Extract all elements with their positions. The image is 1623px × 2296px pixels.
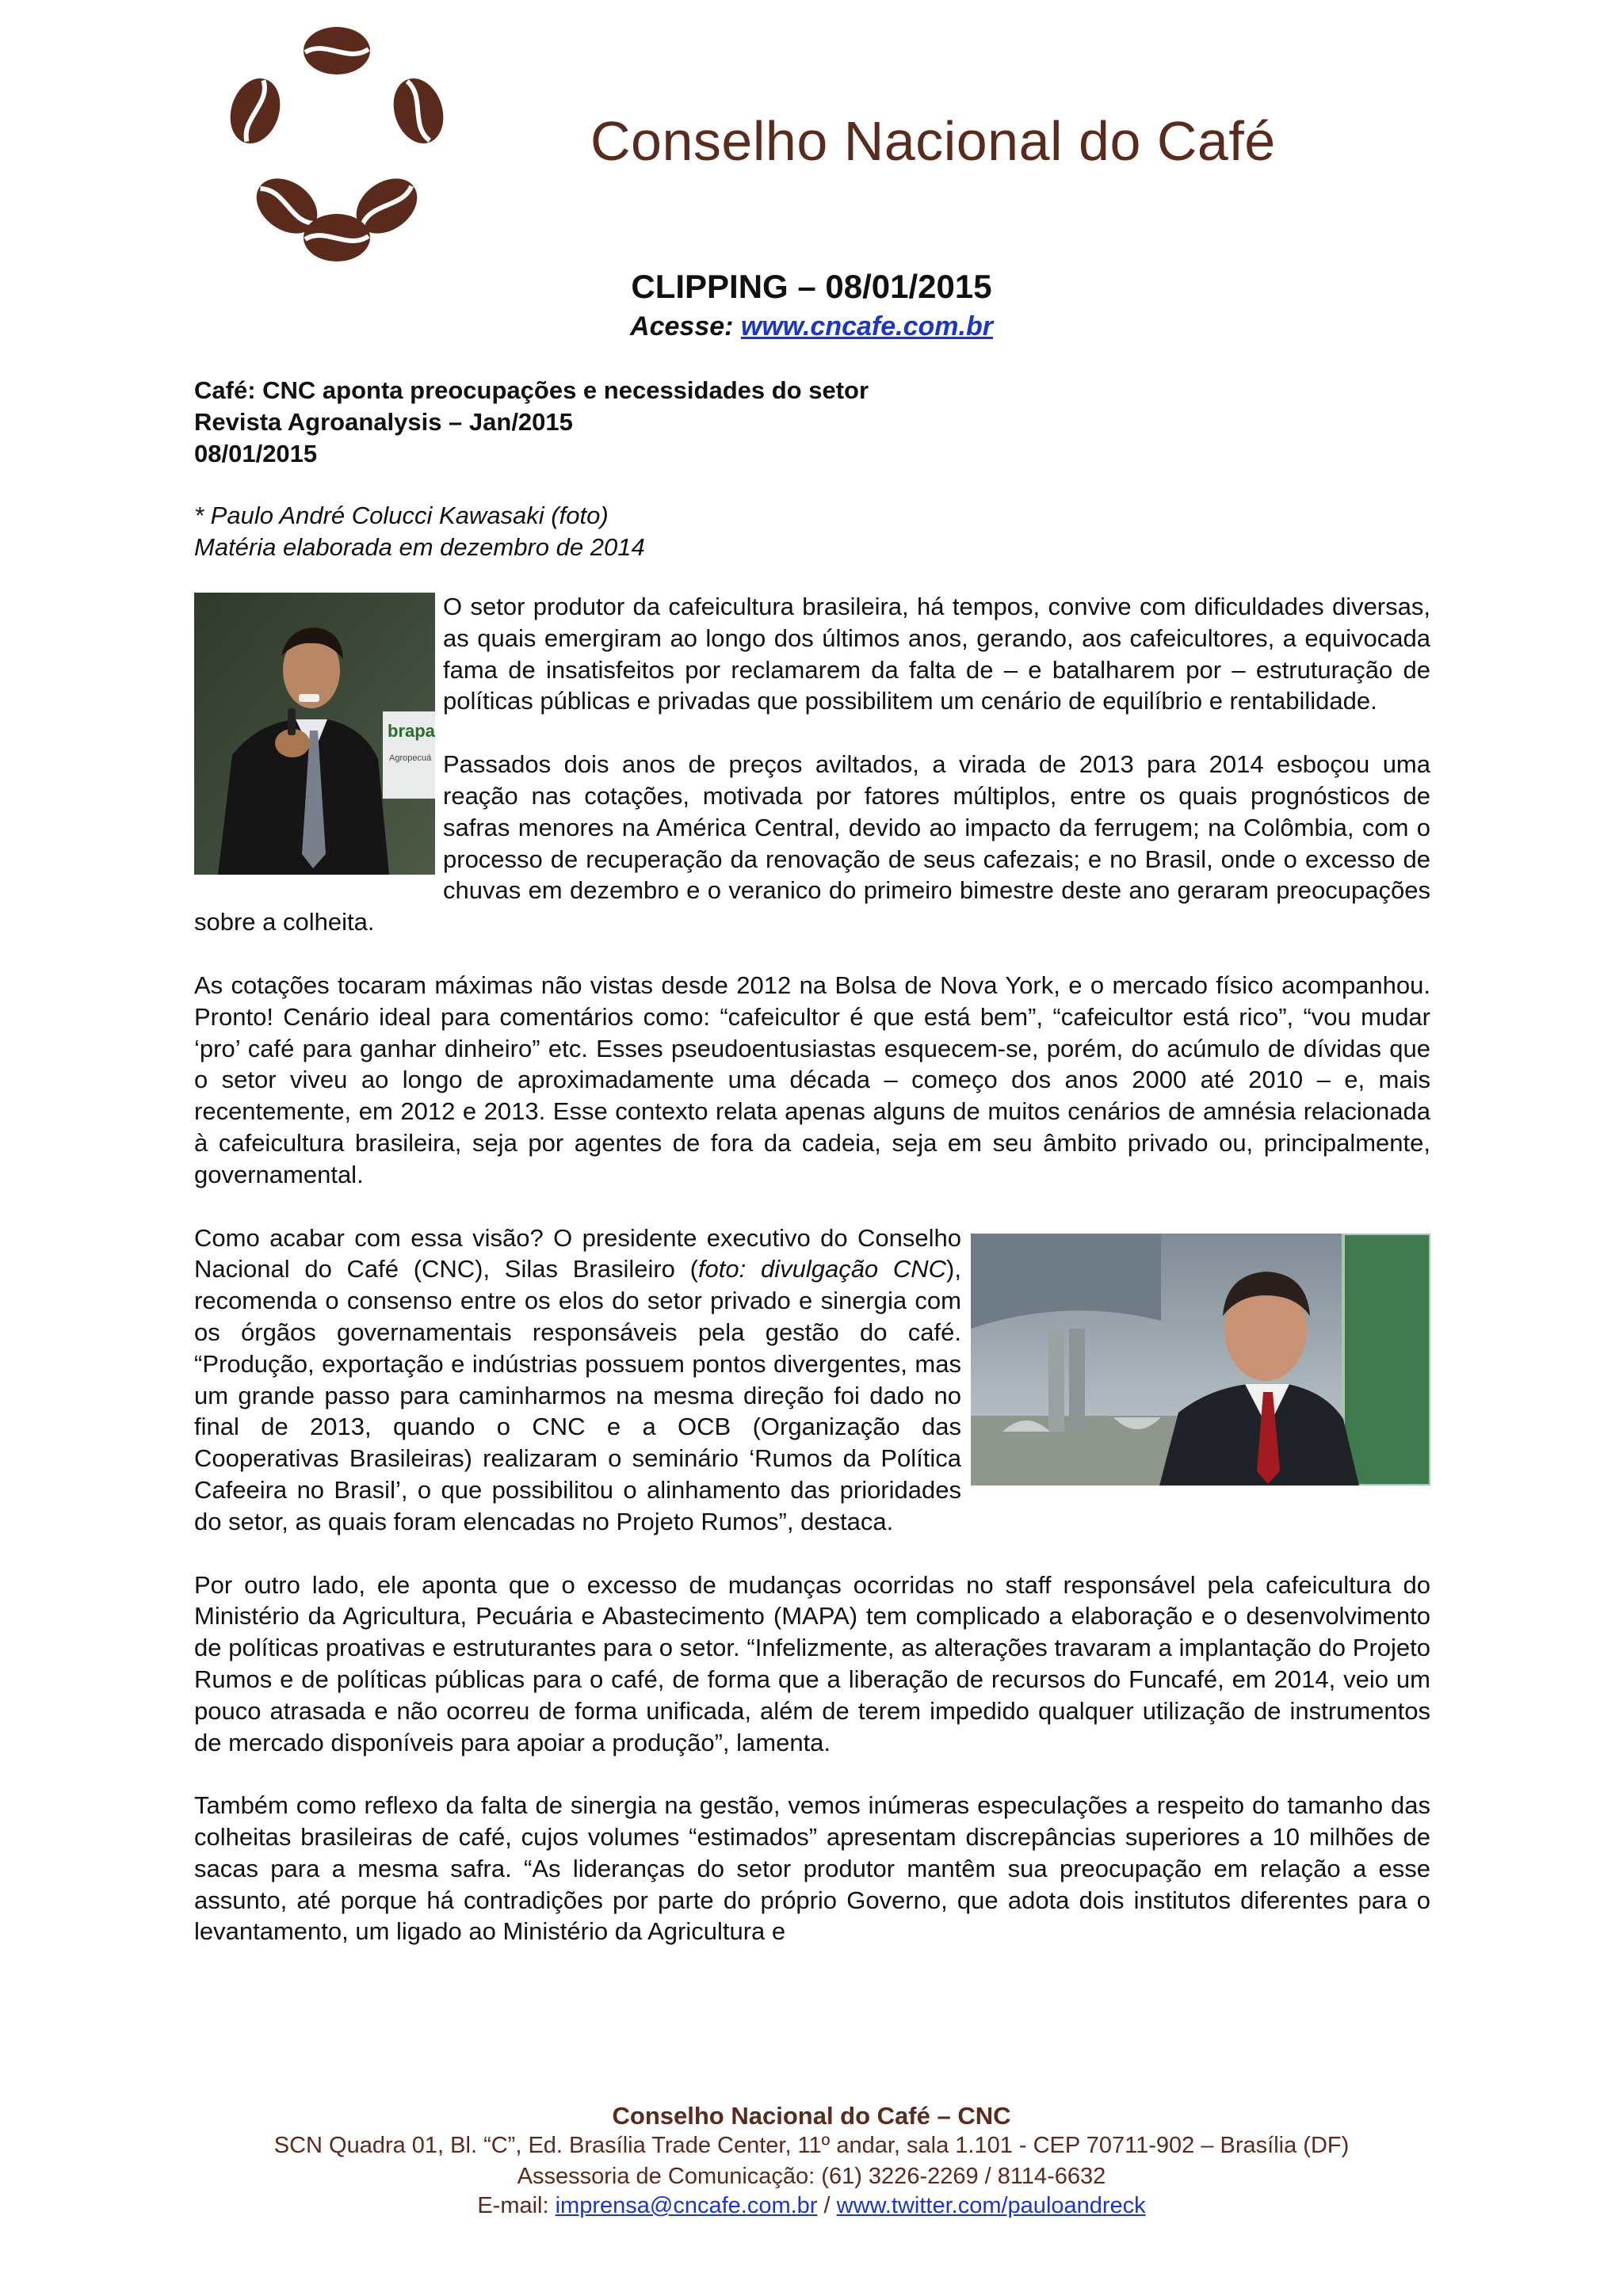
silas-brasileiro-photo bbox=[971, 1234, 1430, 1486]
twitter-link[interactable]: www.twitter.com/pauloandreck bbox=[836, 2193, 1146, 2218]
site-link[interactable]: www.cncafe.com.br bbox=[740, 311, 993, 341]
footer-contacts bbox=[0, 2193, 1623, 2219]
email-label: E-mail: bbox=[477, 2193, 556, 2218]
acesse-line bbox=[0, 311, 1623, 342]
paragraph-3: As cotações tocaram máximas não vistas desde 2012 na Bolsa de Nova York, e o mercado físico acompanhou. Pronto! Cenário ideal para comentários como: “cafeicultor é que está bem”, “cafeicultor está rico”, “vou mudar ‘pro’ café para ganhar dinheiro” etc. Esses pseudoentusiastas esquecem-se, porém, do acúmulo de dívidas que o setor viveu ao longo de aproximadamente uma década – começo dos anos 2000 até 2010 – e, mais recentemente, em 2012 e 2013. Esse contexto relata apenas alguns de muitos cenários de amnésia relacionada à cafeicultura brasileira, seja por agentes de fora da cadeia, seja em seu âmbito privado ou, principalmente, governamental. bbox=[194, 971, 1430, 1188]
article-source: Revista Agroanalysis – Jan/2015 bbox=[194, 408, 573, 436]
paragraph-6: Também como reflexo da falta de sinergia na gestão, vemos inúmeras especulações a respeito do tamanho das colheitas brasileiras de café, cujos volumes “estimados” apresentam discrepâncias superiores a 10 milhões de sacas para a mesma safra. “As lideranças do setor produtor mantêm sua preocupação em relação a esse assunto, até porque há contradições por parte do próprio Governo, que adota dois institutos diferentes para o levantamento, um ligado ao Ministério da Agricultura e bbox=[194, 1791, 1430, 1946]
article-author: * Paulo André Colucci Kawasaki (foto) bbox=[194, 502, 609, 529]
org-title: Conselho Nacional do Café bbox=[590, 110, 1276, 172]
paragraph-4-intro: Como acabar com essa visão? O presidente executivo do Conselho Nacional do Café (CNC), Silas Brasileiro ( bbox=[194, 1223, 961, 1283]
clipping-title: CLIPPING – 08/01/2015 bbox=[631, 268, 992, 305]
acesse-label: Acesse: bbox=[630, 311, 741, 341]
article-date: 08/01/2015 bbox=[194, 440, 318, 467]
photo-credit: foto: divulgação CNC bbox=[697, 1255, 947, 1283]
banner-subtext: Agropecuá bbox=[389, 753, 432, 763]
footer-separator: / bbox=[817, 2193, 837, 2218]
email-link[interactable]: imprensa@cncafe.com.br bbox=[555, 2193, 818, 2218]
paragraph-2: Passados dois anos de preços aviltados, a virada de 2013 para 2014 esboçou uma reação nas cotações, motivada por fatores múltiplos, entre os quais prognósticos de safras menores na América Central, devido ao impacto da ferrugem; na Colômbia, com o processo de recuperação da renovação de seus cafezais; e no Brasil, onde o excesso de chuvas em dezembro e o veranico do primeiro bimestre deste ano geraram preocupações sobre a colheita. bbox=[194, 750, 1430, 936]
article-note: Matéria elaborada em dezembro de 2014 bbox=[194, 533, 645, 561]
paragraph-5: Por outro lado, ele aponta que o excesso de mudanças ocorridas no staff responsável pela cafeicultura do Ministério da Agricultura, Pecuária e Abastecimento (MAPA) tem complicado a elaboração e o desenvolvimento de políticas proativas e estruturantes para o setor. “Infelizmente, as alterações travaram a implantação do Projeto Rumos e de políticas públicas para o café, de forma que a liberação de recursos do Funcafé, em 2014, veio um pouco atrasada e não ocorreu de forma unificada, além de terem impedido qualquer utilização de instrumentos de mercado disponíveis para apoiar a produção”, lamenta. bbox=[194, 1570, 1430, 1756]
cnc-logo bbox=[214, 17, 460, 271]
banner-text: brapa bbox=[388, 721, 435, 741]
paragraph-4-rest: ), recomenda o consenso entre os elos do setor privado e sinergia com os órgãos governamentais responsáveis pela gestão do café. “Produção, exportação e indústrias possuem pontos divergentes, mas um grande passo para caminharmos na mesma direção foi dado no final de 2013, quando o CNC e a OCB (Organização das Cooperativas Brasileiras) realizaram o seminário ‘Rumos da Política Cafeeira no Brasil’, o que possibilitou o alinhamento das prioridades do setor, as quais foram elencadas no Projeto Rumos”, destaca. bbox=[194, 1255, 961, 1535]
footer-phone: Assessoria de Comunicação: (61) 3226-2269 / 8114-6632 bbox=[517, 2164, 1106, 2189]
footer-address: SCN Quadra 01, Bl. “C”, Ed. Brasília Trade Center, 11º andar, sala 1.101 - CEP 70711-902 – Brasília (DF) bbox=[273, 2133, 1350, 2158]
paragraph-1: O setor produtor da cafeicultura brasileira, há tempos, convive com dificuldades diversas, as quais emergiram ao longo dos últimos anos, gerando, aos cafeicultores, a equivocada fama de insatisfeitos por reclamarem da falta de – e batalharem por – estruturação de políticas públicas e privadas que possibilitem um cenário de equilíbrio e rentabilidade. bbox=[443, 593, 1430, 715]
article-headline: Café: CNC aponta preocupações e necessidades do setor bbox=[194, 376, 869, 404]
article-body bbox=[194, 591, 1430, 1979]
footer-org: Conselho Nacional do Café – CNC bbox=[612, 2102, 1011, 2130]
author-photo bbox=[194, 593, 435, 875]
